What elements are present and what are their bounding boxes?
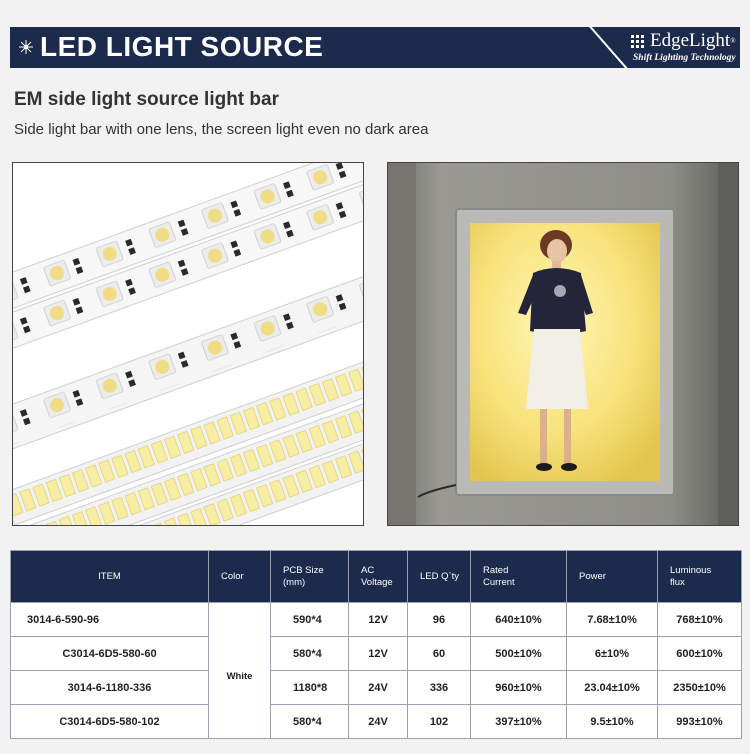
cell-pcb: 580*4 bbox=[271, 705, 349, 739]
cell-voltage: 12V bbox=[349, 603, 408, 637]
table-header-row bbox=[11, 551, 742, 603]
table-row bbox=[11, 637, 742, 671]
cell-voltage: 24V bbox=[349, 671, 408, 705]
cell-current: 397±10% bbox=[471, 705, 567, 739]
led-strip-photo bbox=[12, 162, 364, 526]
brand-tagline: Shift Lighting Technology bbox=[633, 53, 736, 63]
cell-power: 23.04±10% bbox=[567, 671, 658, 705]
table-row bbox=[11, 671, 742, 705]
cell-power: 9.5±10% bbox=[567, 705, 658, 739]
cell-voltage: 12V bbox=[349, 637, 408, 671]
cell-current: 640±10% bbox=[471, 603, 567, 637]
cell-power: 6±10% bbox=[567, 637, 658, 671]
header-color: Color bbox=[209, 551, 271, 603]
header-power: Power bbox=[567, 551, 658, 603]
header-rated-current: Rated Current bbox=[471, 551, 567, 603]
cell-qty: 336 bbox=[408, 671, 471, 705]
section-heading: EM side light source light bar bbox=[14, 89, 279, 110]
cell-qty: 102 bbox=[408, 705, 471, 739]
page-title: LED LIGHT SOURCE bbox=[40, 31, 324, 62]
cell-pcb: 590*4 bbox=[271, 603, 349, 637]
header-led-qty: LED Q`ty bbox=[408, 551, 471, 603]
brand-name: EdgeLight® bbox=[650, 30, 736, 51]
cell-flux: 993±10% bbox=[658, 705, 742, 739]
cell-qty: 60 bbox=[408, 637, 471, 671]
cell-color: White bbox=[209, 603, 271, 739]
cell-voltage: 24V bbox=[349, 705, 408, 739]
cell-flux: 2350±10% bbox=[658, 671, 742, 705]
cell-flux: 768±10% bbox=[658, 603, 742, 637]
header-luminous-flux: Luminous flux bbox=[658, 551, 742, 603]
header-banner bbox=[10, 27, 740, 68]
lightbox-frame-photo bbox=[387, 162, 739, 526]
section-subheading: Side light bar with one lens, the screen light even no dark area bbox=[14, 121, 429, 138]
cell-pcb: 1180*8 bbox=[271, 671, 349, 705]
cell-item: 3014-6-590-96 bbox=[11, 603, 209, 637]
cell-qty: 96 bbox=[408, 603, 471, 637]
brand-logo-icon bbox=[631, 35, 645, 49]
table-row bbox=[11, 705, 742, 739]
cell-flux: 600±10% bbox=[658, 637, 742, 671]
header-ac-voltage: AC Voltage bbox=[349, 551, 408, 603]
cell-item: 3014-6-1180-336 bbox=[11, 671, 209, 705]
cell-pcb: 580*4 bbox=[271, 637, 349, 671]
header-pcb-size: PCB Size (mm) bbox=[271, 551, 349, 603]
header-item: ITEM bbox=[11, 551, 209, 603]
table-row bbox=[11, 603, 742, 637]
cell-item: C3014-6D5-580-102 bbox=[11, 705, 209, 739]
sparkle-icon bbox=[19, 40, 33, 54]
spec-table bbox=[10, 550, 742, 739]
cell-power: 7.68±10% bbox=[567, 603, 658, 637]
cell-current: 960±10% bbox=[471, 671, 567, 705]
cell-current: 500±10% bbox=[471, 637, 567, 671]
cell-item: C3014-6D5-580-60 bbox=[11, 637, 209, 671]
